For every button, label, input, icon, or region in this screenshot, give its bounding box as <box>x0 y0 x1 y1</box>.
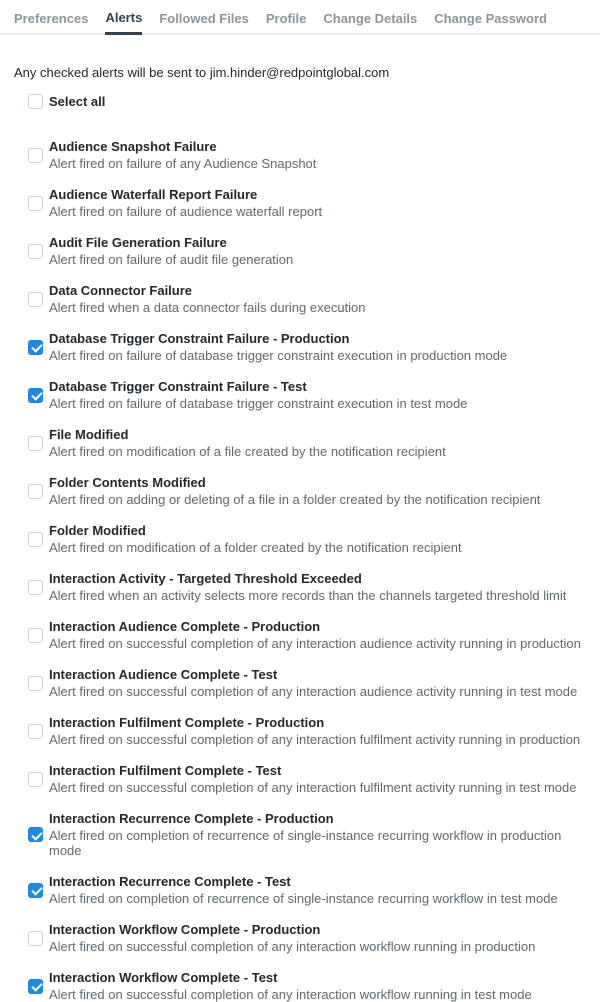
alert-title: Audit File Generation Failure <box>49 235 227 250</box>
alert-checkbox[interactable] <box>28 724 43 739</box>
intro-text: Any checked alerts will be sent to jim.hinder@redpointglobal.com <box>14 65 390 80</box>
alert-description: Alert fired on successful completion of any interaction audience activity running in test mode <box>49 684 578 699</box>
alert-item <box>28 331 586 363</box>
alert-title: File Modified <box>49 427 129 442</box>
alert-item <box>28 811 586 858</box>
alert-title: Database Trigger Constraint Failure - Production <box>49 331 350 346</box>
alert-checkbox[interactable] <box>28 580 43 595</box>
alert-checkbox[interactable] <box>28 484 43 499</box>
alert-item <box>28 187 586 219</box>
alert-description: Alert fired on successful completion of any interaction audience activity running in production <box>49 636 581 651</box>
alert-title: Folder Contents Modified <box>49 475 206 490</box>
alert-title: Audience Snapshot Failure <box>49 139 217 154</box>
alert-list <box>28 139 586 1002</box>
alert-description: Alert fired on successful completion of any interaction fulfilment activity running in test mode <box>49 780 577 795</box>
alert-checkbox[interactable] <box>28 676 43 691</box>
alert-checkbox[interactable] <box>28 292 43 307</box>
alert-item <box>28 235 586 267</box>
alert-description: Alert fired when an activity selects more records than the channels targeted threshold limit <box>49 588 567 603</box>
alert-description: Alert fired on failure of audience waterfall report <box>49 204 323 219</box>
alert-item <box>28 619 586 651</box>
alert-description: Alert fired on successful completion of any interaction fulfilment activity running in production <box>49 732 581 747</box>
alert-item <box>28 523 586 555</box>
alert-checkbox[interactable] <box>28 388 43 403</box>
alert-item <box>28 715 586 747</box>
alert-description: Alert fired on successful completion of any interaction workflow running in production <box>49 939 536 954</box>
select-all-checkbox[interactable] <box>28 94 43 109</box>
tab-preferences[interactable]: Preferences <box>14 11 89 26</box>
tab-bar <box>0 0 600 35</box>
alert-description: Alert fired on failure of database trigger constraint execution in test mode <box>49 396 468 411</box>
alert-description: Alert fired on failure of audit file generation <box>49 252 294 267</box>
alert-checkbox[interactable] <box>28 148 43 163</box>
alert-item <box>28 667 586 699</box>
alert-description: Alert fired on failure of database trigger constraint execution in production mode <box>49 348 508 363</box>
alert-checkbox[interactable] <box>28 244 43 259</box>
alert-title: Audience Waterfall Report Failure <box>49 187 258 202</box>
alert-checkbox[interactable] <box>28 883 43 898</box>
alert-description: Alert fired on adding or deleting of a file in a folder created by the notification recipient <box>49 492 541 507</box>
tab-alerts[interactable]: Alerts <box>105 10 142 35</box>
tab-profile[interactable]: Profile <box>265 11 307 26</box>
alert-checkbox[interactable] <box>28 979 43 994</box>
alert-checkbox[interactable] <box>28 340 43 355</box>
alert-checkbox[interactable] <box>28 628 43 643</box>
alert-item <box>28 427 586 459</box>
alert-item <box>28 970 586 1002</box>
alert-title: Interaction Activity - Targeted Threshold Exceeded <box>49 571 362 586</box>
alert-item <box>28 922 586 954</box>
alert-item <box>28 475 586 507</box>
alert-item <box>28 139 586 171</box>
alert-item <box>28 379 586 411</box>
select-all-label: Select all <box>49 94 106 109</box>
alert-item <box>28 571 586 603</box>
alert-checkbox[interactable] <box>28 532 43 547</box>
alert-title: Interaction Audience Complete - Production <box>49 619 321 634</box>
alert-title: Interaction Recurrence Complete - Test <box>49 874 291 889</box>
alert-checkbox[interactable] <box>28 196 43 211</box>
alert-item <box>28 283 586 315</box>
alert-description: Alert fired when a data connector fails during execution <box>49 300 366 315</box>
alert-description: Alert fired on modification of a file created by the notification recipient <box>49 444 446 459</box>
alert-description: Alert fired on completion of recurrence of single-instance recurring workflow in test mode <box>49 891 558 906</box>
alert-title: Database Trigger Constraint Failure - Test <box>49 379 307 394</box>
alert-description: Alert fired on modification of a folder created by the notification recipient <box>49 540 462 555</box>
alert-title: Interaction Recurrence Complete - Production <box>49 811 334 826</box>
alert-description: Alert fired on completion of recurrence of single-instance recurring workflow in production mode <box>49 828 562 858</box>
tab-followed-files[interactable]: Followed Files <box>159 11 249 26</box>
alert-title: Data Connector Failure <box>49 283 193 298</box>
alert-title: Folder Modified <box>49 523 146 538</box>
alert-title: Interaction Workflow Complete - Test <box>49 970 278 985</box>
alert-checkbox[interactable] <box>28 827 43 842</box>
alert-checkbox[interactable] <box>28 931 43 946</box>
alert-description: Alert fired on successful completion of any interaction workflow running in test mode <box>49 987 532 1002</box>
alert-title: Interaction Audience Complete - Test <box>49 667 278 682</box>
alert-title: Interaction Fulfilment Complete - Production <box>49 715 325 730</box>
alert-title: Interaction Workflow Complete - Production <box>49 922 321 937</box>
alert-item <box>28 874 586 906</box>
tab-change-details[interactable]: Change Details <box>323 11 418 26</box>
alert-checkbox[interactable] <box>28 772 43 787</box>
alert-item <box>28 763 586 795</box>
alert-title: Interaction Fulfilment Complete - Test <box>49 763 282 778</box>
alert-description: Alert fired on failure of any Audience Snapshot <box>49 156 317 171</box>
alert-checkbox[interactable] <box>28 436 43 451</box>
tab-change-password[interactable]: Change Password <box>434 11 547 26</box>
select-all-row <box>28 94 586 109</box>
